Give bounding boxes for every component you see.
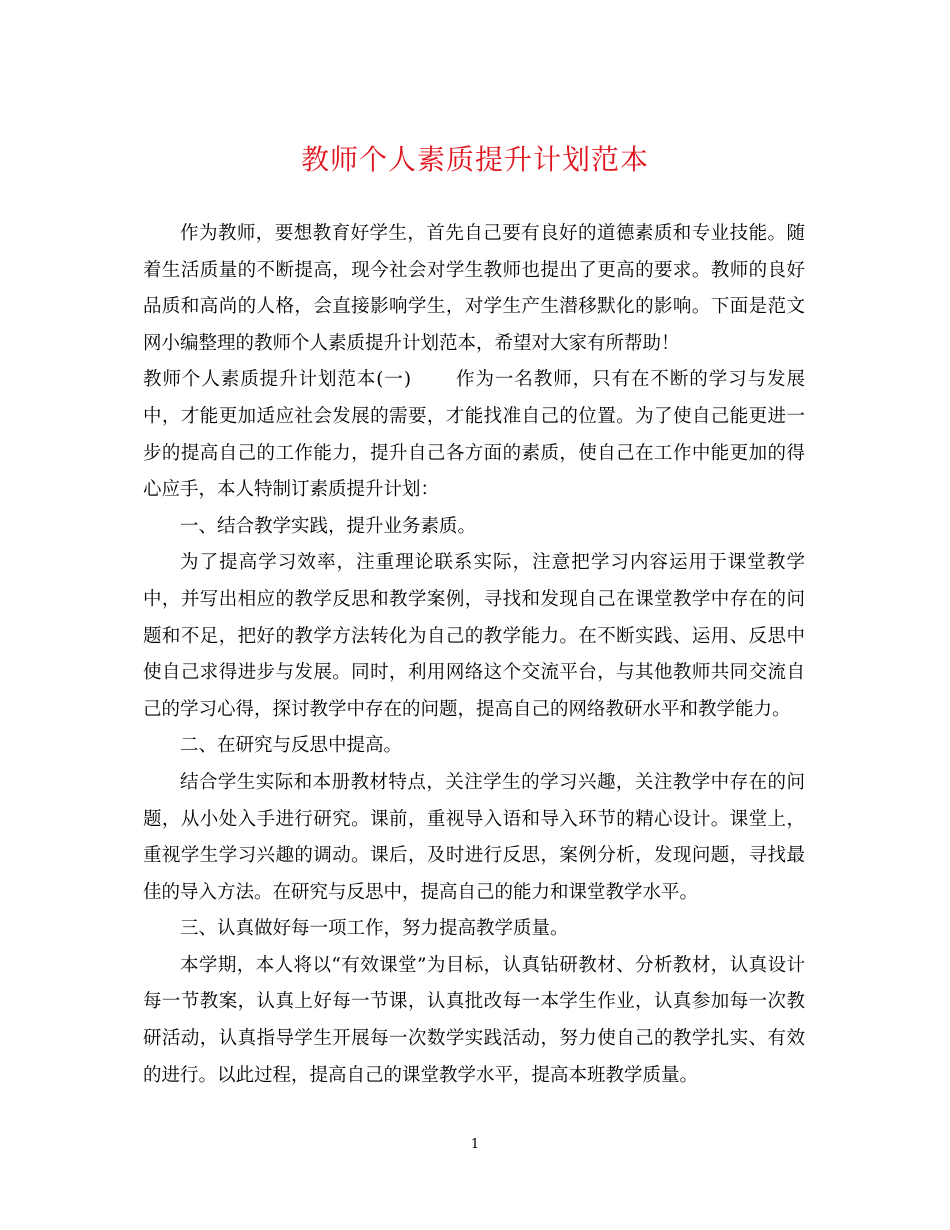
document-title: 教师个人素质提升计划范本 [300, 143, 649, 176]
section-content: 本学期，本人将以“有效课堂”为目标，认真钻研教材、分析教材，认真设计每一节教案，认真上好每一节课，认真批改每一本学生作业，认真参加每一次教研活动，认真指导学生开展每一次数学实践活动，努力使自己的教学扎实、有效的进行。以此过程，提高自己的课堂教学水平，提高本班教学质量。 [143, 954, 805, 1086]
intro-paragraph: 作为教师，要想教育好学生，首先自己要有良好的道德素质和专业技能。随着生活质量的不断提高，现今社会对学生教师也提出了更高的要求。教师的良好品质和高尚的人格，会直接影响学生，对学生产生潜移默化的影响。下面是范文网小编整理的教师个人素质提升计划范本，希望对大家有所帮助！ [143, 223, 805, 354]
sample-heading: 教师个人素质提升计划范本(一) [143, 369, 412, 391]
section-heading: 二、在研究与反思中提高。 [180, 735, 403, 757]
section-heading: 一、结合教学实践，提升业务素质。 [180, 515, 477, 537]
section-heading: 三、认真做好每一项工作，努力提高教学质量。 [180, 918, 569, 940]
sample-paragraph [143, 362, 805, 508]
section-content: 结合学生实际和本册教材特点，关注学生的学习兴趣，关注教学中存在的问题，从小处入手进行研究。课前，重视导入语和导入环节的精心设计。课堂上，重视学生学习兴趣的调动。课后，及时进行反思，案例分析，发现问题，寻找最佳的导入方法。在研究与反思中，提高自己的能力和课堂教学水平。 [143, 771, 805, 903]
page-number: 1 [470, 1137, 480, 1152]
section-content: 为了提高学习效率，注重理论联系实际，注意把学习内容运用于课堂教学中，并写出相应的教学反思和教学案例，寻找和发现自己在课堂教学中存在的问题和不足，把好的教学方法转化为自己的教学能力。在不断实践、运用、反思中使自己求得进步与发展。同时，利用网络这个交流平台，与其他教师共同交流自己的学习心得，探讨教学中存在的问题，提高自己的网络教研水平和教学能力。 [143, 552, 805, 720]
sample-intro: 作为一名教师，只有在不断的学习与发展中，才能更加适应社会发展的需要，才能找准自己的位置。为了使自己能更进一步的提高自己的工作能力，提升自己各方面的素质，使自己在工作中能更加的得心应手，本人特制订素质提升计划： [143, 369, 805, 501]
document-body [143, 216, 805, 1094]
